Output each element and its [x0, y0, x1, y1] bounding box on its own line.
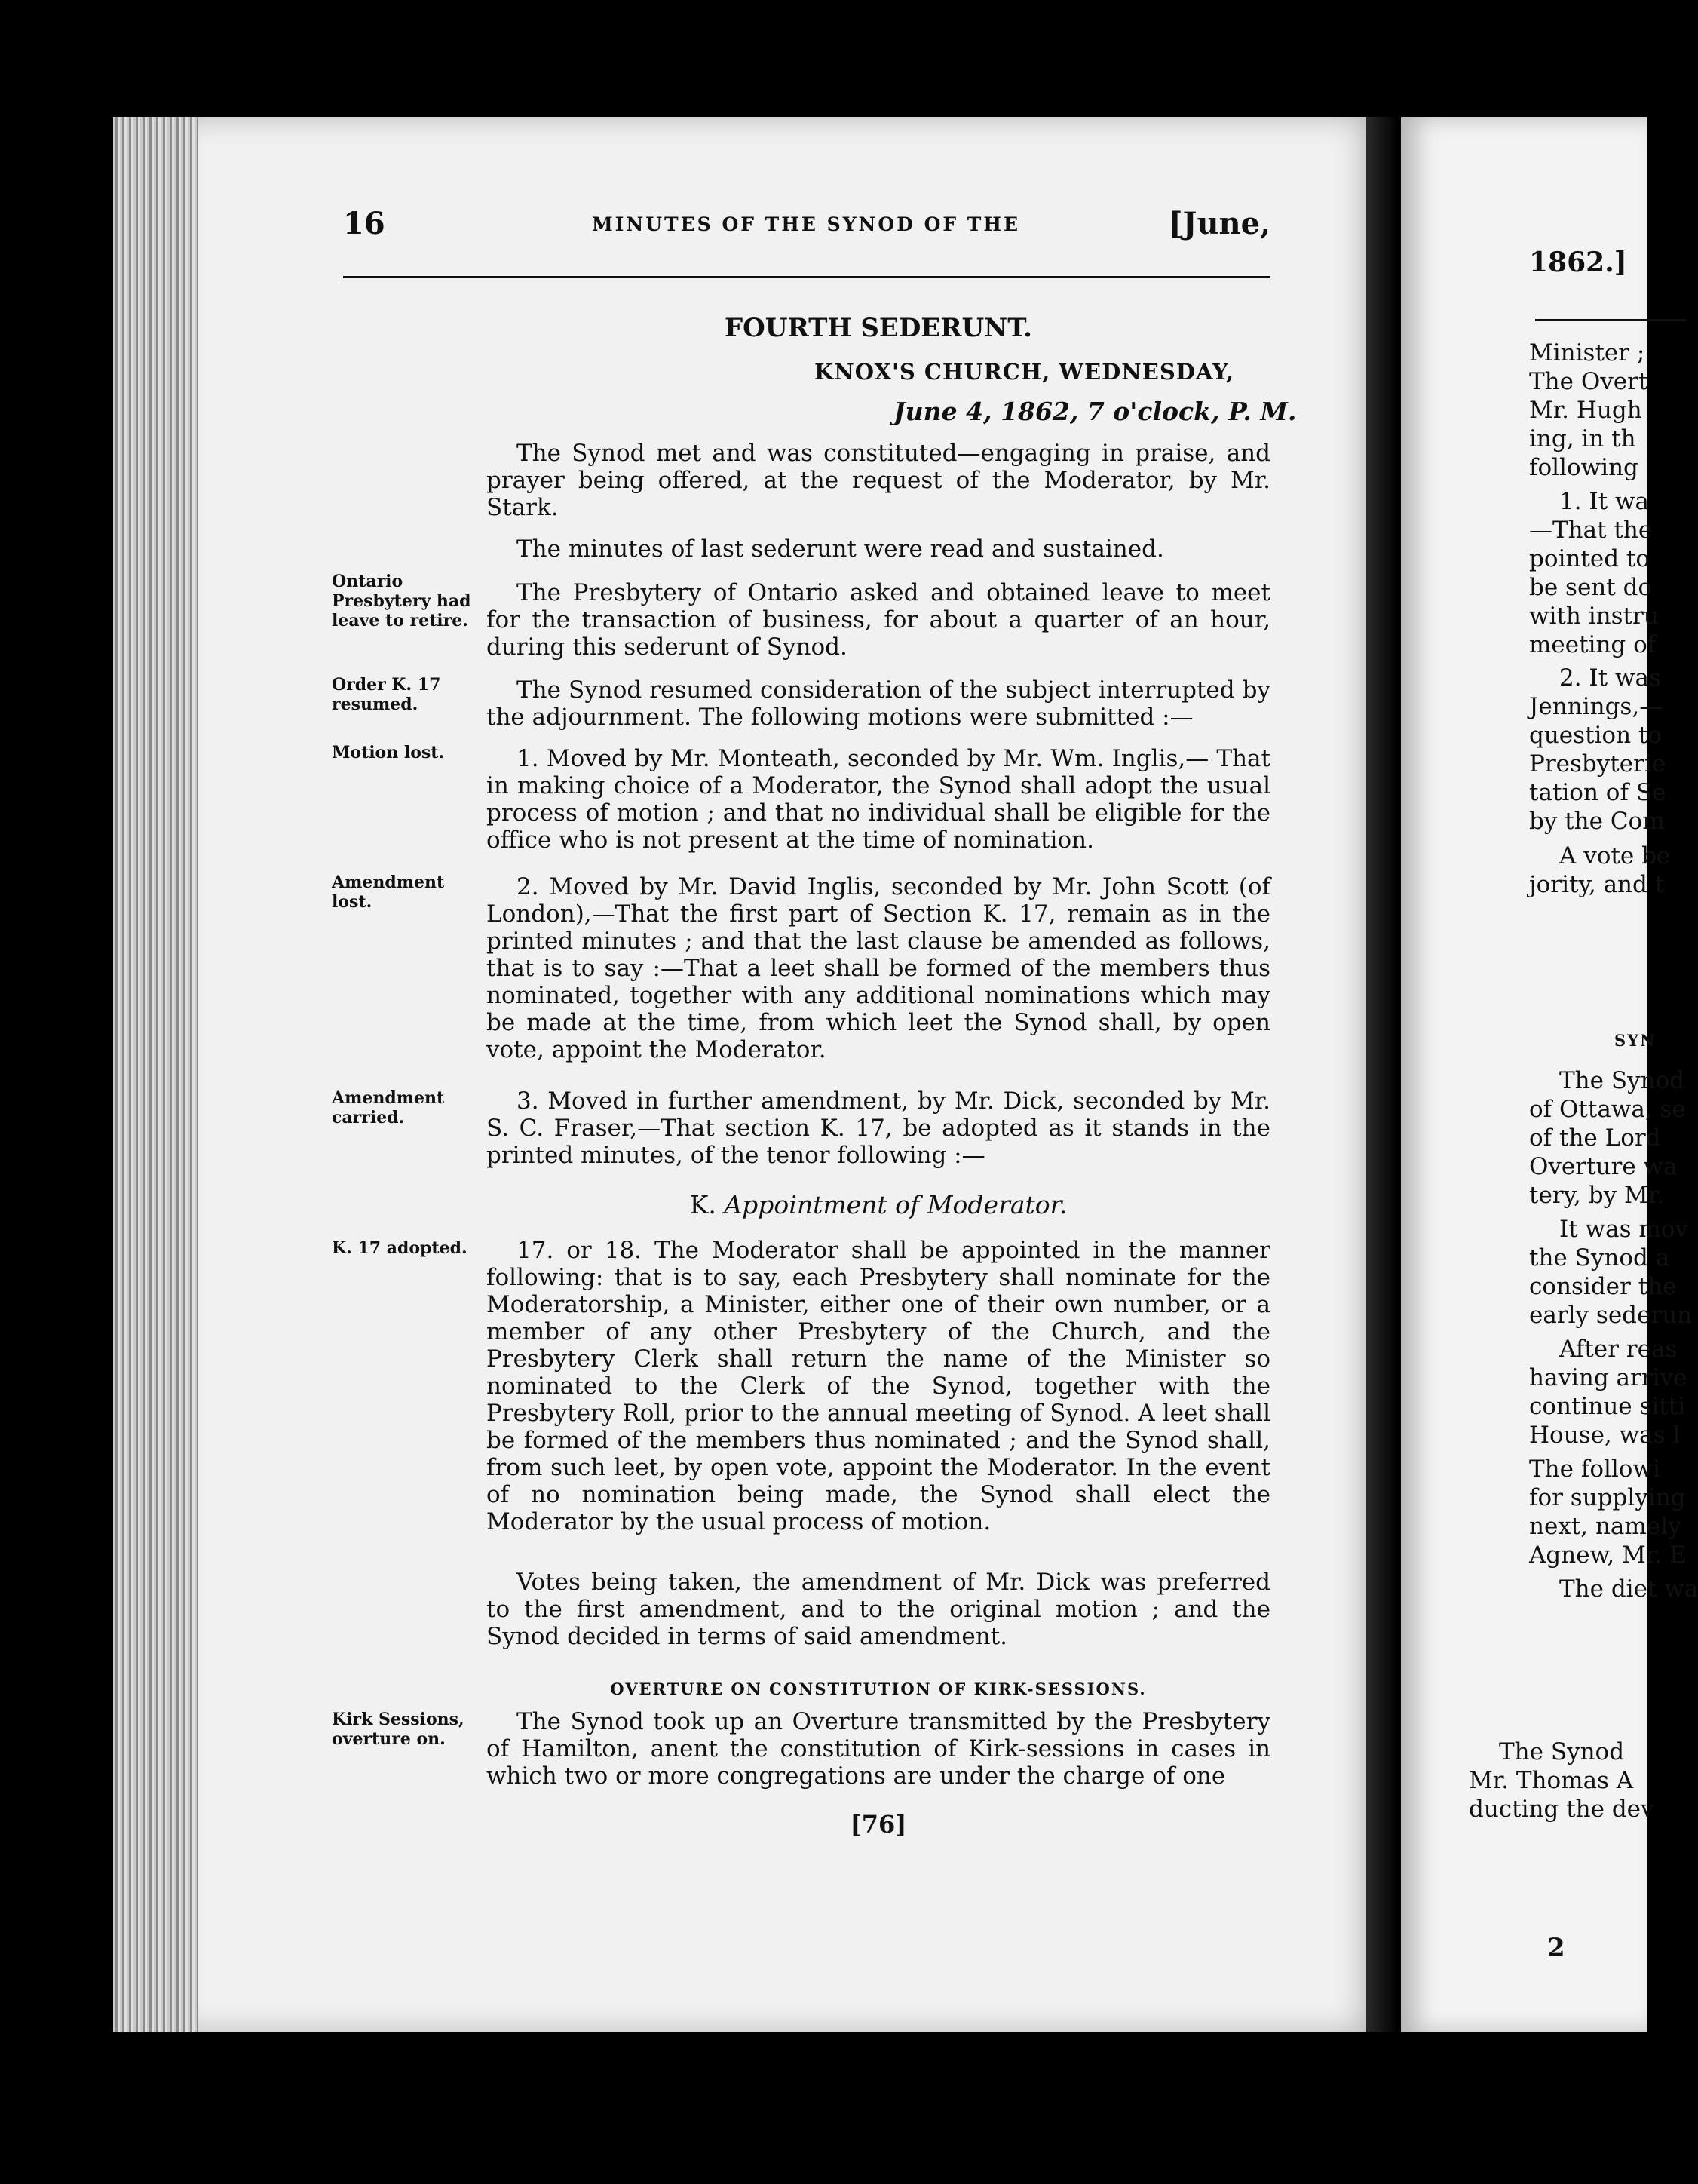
right-line: Agnew, Mr. E [1529, 1541, 1687, 1569]
margin-note-kirk-sessions: Kirk Sessions, overture on. [332, 1710, 464, 1749]
right-line: 2. It was [1559, 664, 1661, 692]
right-line: of Ottawa, se [1529, 1096, 1686, 1123]
right-line: having arrive [1529, 1364, 1687, 1391]
right-line: be sent do [1529, 574, 1653, 601]
paragraph-overture: The Synod took up an Overture transmitted by the Presbytery of Hamilton, anent the constitution of Kirk-sessions in cases in which two or more congregations are under the charge of one [486, 1708, 1270, 1790]
right-line: jority, and t [1529, 871, 1665, 898]
right-line: for supplying [1529, 1484, 1686, 1511]
paragraph-ontario: The Presbytery of Ontario asked and obtained leave to meet for the transaction of business, for about a quarter of an hour, during this sederunt of Synod. [486, 579, 1270, 661]
margin-note-amendment-carried: Amendment carried. [332, 1088, 445, 1127]
running-date: [June, [1168, 206, 1270, 241]
right-page-rule [1535, 319, 1686, 321]
paragraph-motion-1: 1. Moved by Mr. Monteath, seconded by Mr. Wm. Inglis,— That in making choice of a Moderator, the Synod shall adopt the usual process of motion ; and that no individual shall be eligible for the office who is not present at the time of nomination. [486, 745, 1270, 854]
right-small-caps: SYN [1614, 1031, 1657, 1050]
right-line: meeting of [1529, 631, 1657, 658]
paragraph-minutes: The minutes of last sederunt were read and sustained. [516, 535, 1164, 563]
right-line: Overture wa [1529, 1153, 1678, 1180]
right-line: ing, in th [1529, 425, 1636, 452]
margin-note-ontario: Ontario Presbytery had leave to retire. [332, 572, 471, 630]
right-line: ducting the dev [1469, 1796, 1654, 1823]
right-line: with instru [1529, 603, 1659, 630]
right-line: The Synod [1499, 1738, 1625, 1765]
right-line: question to [1529, 722, 1663, 749]
margin-note-k17-adopted: K. 17 adopted. [332, 1238, 467, 1258]
right-line: following [1529, 454, 1638, 481]
right-line: The followi [1529, 1455, 1660, 1483]
right-line: the Synod a [1529, 1244, 1670, 1271]
right-line: 1. It wa [1559, 488, 1650, 515]
page-number: 16 [343, 206, 385, 241]
margin-note-order: Order K. 17 resumed. [332, 675, 441, 714]
paragraph-opening: The Synod met and was constituted—engaging in praise, and prayer being offered, at the request of the Moderator, by Mr. Stark. [486, 440, 1270, 521]
right-line: A vote be [1559, 842, 1671, 870]
right-line: Minister ; [1529, 339, 1645, 367]
right-line: The Overt [1529, 368, 1648, 395]
right-line: The Synod [1559, 1067, 1685, 1094]
page-header [343, 206, 1270, 251]
right-line: —That the [1529, 517, 1653, 544]
margin-note-motion-lost: Motion lost. [332, 743, 445, 762]
sederunt-title: FOURTH SEDERUNT. [725, 313, 1032, 343]
right-line: The diet wa [1559, 1575, 1698, 1603]
right-line: Mr. Thomas A [1469, 1767, 1634, 1794]
right-line: continue sitti [1529, 1393, 1686, 1420]
signature-mark: [76] [850, 1810, 907, 1839]
right-line: of the Lord [1529, 1124, 1661, 1152]
section-k-heading [486, 1190, 1270, 1219]
right-line: pointed to [1529, 545, 1650, 572]
right-line: tery, by Mr. [1529, 1182, 1664, 1209]
right-line: consider the [1529, 1273, 1677, 1300]
right-line: After reas [1559, 1336, 1678, 1363]
paragraph-resumed: The Synod resumed consideration of the subject interrupted by the adjournment. The following motions were submitted :— [486, 676, 1270, 731]
margin-note-amendment-lost: Amendment lost. [332, 873, 445, 912]
sederunt-date: June 4, 1862, 7 o'clock, P. M. [893, 397, 1297, 426]
right-line: tation of Se [1529, 779, 1666, 806]
section-k-letter: K. [689, 1190, 716, 1219]
overture-heading: OVERTURE ON CONSTITUTION OF KIRK-SESSIONS. [610, 1679, 1147, 1698]
right-line: next, namely [1529, 1513, 1681, 1540]
right-page-header: 1862.] [1529, 247, 1627, 278]
right-line: Mr. Hugh [1529, 397, 1642, 424]
right-line: early sederun [1529, 1302, 1693, 1329]
right-line: House, was l [1529, 1422, 1681, 1449]
paragraph-k17-text: 17. or 18. The Moderator shall be appointed in the manner following: that is to say, each Presbytery shall nominate for the Moderatorship, a Minister, either one of their own number, or a member of any other Presbytery of the Church, and the Presbytery Clerk shall return the name of the Minister so nominated to the Clerk of the Synod, together with the Presbytery Roll, prior to the annual meeting of Synod. A leet shall be formed of the members thus nominated ; and the Synod shall, from such leet, by open vote, appoint the Moderator. In the event of no nomination being made, the Synod shall elect the Moderator by the usual process of motion. [486, 1237, 1270, 1535]
sederunt-place: KNOX'S CHURCH, WEDNESDAY, [814, 359, 1235, 385]
right-signature-number: 2 [1547, 1933, 1565, 1963]
running-title: MINUTES OF THE SYNOD OF THE [592, 213, 1021, 235]
paragraph-votes: Votes being taken, the amendment of Mr. Dick was preferred to the first amendment, and to the original motion ; and the Synod decided in terms of said amendment. [486, 1569, 1270, 1650]
right-page [1401, 117, 1698, 2032]
section-k-title: Appointment of Moderator. [724, 1190, 1068, 1219]
right-line: Presbyterie [1529, 750, 1666, 778]
paragraph-motion-3: 3. Moved in further amendment, by Mr. Dick, seconded by Mr. S. C. Fraser,—That section K. 17, be adopted as it stands in the printed minutes, of the tenor following :— [486, 1087, 1270, 1169]
header-rule [343, 276, 1270, 278]
right-line: It was mov [1559, 1216, 1688, 1243]
right-line: Jennings,— [1529, 693, 1663, 720]
paragraph-motion-2: 2. Moved by Mr. David Inglis, seconded by Mr. John Scott (of London),—That the first part of Section K. 17, remain as in the printed minutes ; and that the last clause be amended as follows, that is to say :—That a leet shall be formed of the members thus nominated, together with any additional nominations which may be made at the time, from which leet the Synod shall, by open vote, appoint the Moderator. [486, 873, 1270, 1063]
right-line: by the Com [1529, 808, 1665, 835]
